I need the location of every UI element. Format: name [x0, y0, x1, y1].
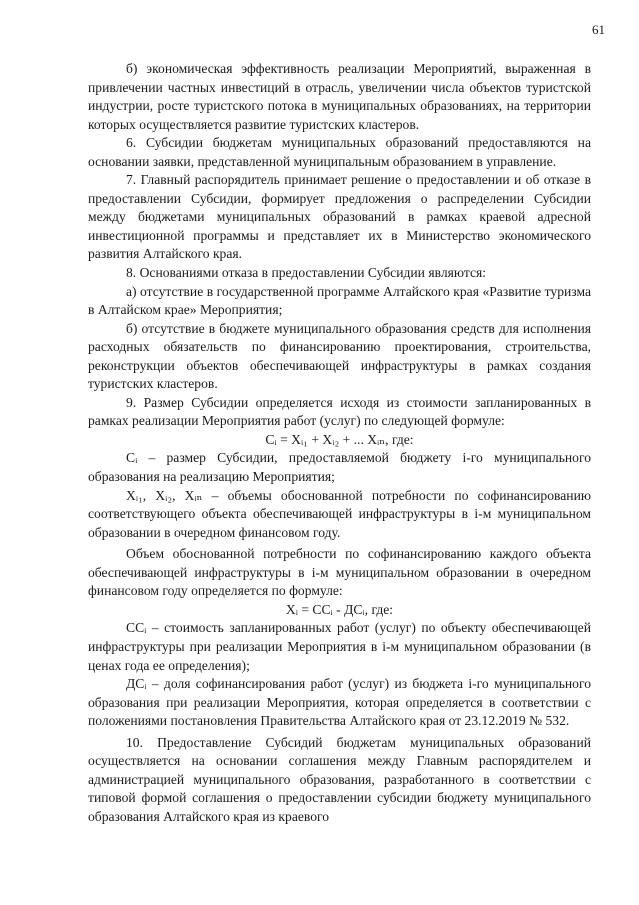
- paragraph-volume: Объем обоснованной потребности по софинансированию каждого объекта обеспечивающей инфраструктуры в i-м муниципальном образовании в очередном финансовом году определяется по формуле:: [88, 546, 591, 599]
- paragraph-8: 8. Основаниями отказа в предоставлении Субсидии являются:: [126, 265, 487, 281]
- definition-xi: Xᵢ₁, Xᵢ₂, Xᵢₙ – объемы обоснованной потребности по софинансированию соответствующего объекта обеспечивающей инфраструктуры в i-м муниципальном образовании в очередном финансовом году.: [88, 487, 591, 540]
- definition-cci: CCᵢ – стоимость запланированных работ (услуг) по объекту обеспечивающей инфраструктуры при реализации Мероприятия в i-м муниципальном образовании (в ценах года ее определения);: [88, 620, 591, 673]
- paragraph-10: 10. Предоставление Субсидий бюджетам муниципальных образований осуществляется на основании соглашения между Главным распорядителем и администрацией муниципального образования, разработанного в соответствии с типовой формой соглашения о предоставлении субсидии бюджету муниципального образования Алтайского края из краевого: [88, 734, 591, 824]
- definition-dci: ДCᵢ – доля софинансирования работ (услуг) из бюджета i-го муниципального образования при реализации Мероприятия, которая определяется в соответствии с положениями постановления Правительства Алтайского края от 23.12.2019 № 532.: [88, 676, 591, 729]
- paragraph-6: 6. Субсидии бюджетам муниципальных образований предоставляются на основании заявки, представленной муниципальным образованием в управление.: [88, 135, 591, 169]
- paragraph-5b: б) экономическая эффективность реализации Мероприятий, выраженная в привлечении частных инвестиций в отрасль, увеличении числа объектов туристской индустрии, росте туристского потока в муниципальных образованиях, на территории которых осуществляется развитие туристских кластеров.: [88, 61, 591, 132]
- paragraph-9: 9. Размер Субсидии определяется исходя из стоимости запланированных в рамках реализации Мероприятия работ (услуг) по следующей формуле:: [88, 394, 591, 429]
- page-number: 61: [592, 22, 605, 37]
- paragraph-7: 7. Главный распорядитель принимает решение о предоставлении и об отказе в предоставлении Субсидии, формирует предложения о распределении Субсидии между бюджетами муниципальных образований в рамках краевой адресной инвестиционной программы и представляет их в Министерство экономического развития Алтайского края.: [88, 172, 591, 262]
- document-body: [88, 60, 591, 826]
- definition-ci: Cᵢ – размер Субсидии, предоставляемой бюджету i-го муниципального образования на реализацию Мероприятия;: [88, 450, 591, 485]
- formula-xi: Xᵢ = CCᵢ - ДCᵢ, где:: [285, 601, 394, 617]
- paragraph-8b: б) отсутствие в бюджете муниципального образования средств для исполнения расходных обязательств по финансированию проектирования, строительства, реконструкции объектов обеспечивающей инфраструктуры в рамках создания туристских кластеров.: [88, 320, 591, 392]
- paragraph-8a: а) отсутствие в государственной программе Алтайского края «Развитие туризма в Алтайском крае» Мероприятия;: [88, 283, 591, 318]
- formula-subsidy: Cᵢ = Xᵢ₁ + Xᵢ₂ + ... Xᵢₙ, где:: [265, 431, 414, 447]
